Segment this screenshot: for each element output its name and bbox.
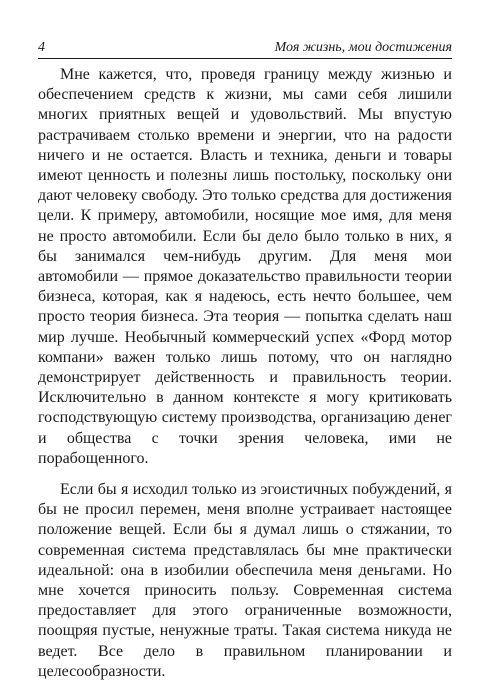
- running-title: Моя жизнь, мои достижения: [274, 40, 452, 55]
- paragraph-1: Мне кажется, что, проведя границу между жизнью и обеспечением средств к жизни, мы сами себя лишили многих приятных вещей и удовольствий. Мы впустую растрачиваем столько времени и энергии, что на радости ничего и не остается. Власть и техника, деньги и товары имеют ценность и полезны лишь постольку, поскольку они дают человеку свободу. Это только средства для достижения цели. К примеру, автомобили, носящие мое имя, для меня не просто автомобили. Если бы дело было только в них, я бы занимался чем-нибудь другим. Для меня мои автомобили — прямое доказательство правильности теории бизнеса, которая, как я надеюсь, есть нечто большее, чем просто теория бизнеса. Эта теория — попытка сделать наш мир лучше. Необычный коммерческий успех «Форд мотор компани» важен только лишь потому, что он наглядно демонстрирует действенность и правильность теории. Исключительно в данном контексте я могу критиковать господствующую систему производства, организацию денег и общества с точки зрения человека, ими не порабощенного.: [38, 66, 452, 467]
- book-page: [38, 40, 452, 693]
- page-number: 4: [38, 40, 45, 55]
- paragraph-2: Если бы я исходил только из эгоистичных побуждений, я бы не просил перемен, меня вполне устраивает настоящее положение вещей. Если бы я думал лишь о стяжании, то современная система представлялась бы мне практически идеальной: она в изобилии обеспечила меня деньгами. Но мне хочется приносить пользу. Современная система предоставляет для этого ограниченные возможности, поощряя пустые, ненужные траты. Такая система никуда не ведет. Все дело в правильном планировании и целесообразности.: [38, 481, 452, 680]
- running-header: [38, 40, 452, 59]
- body-text: [38, 65, 452, 682]
